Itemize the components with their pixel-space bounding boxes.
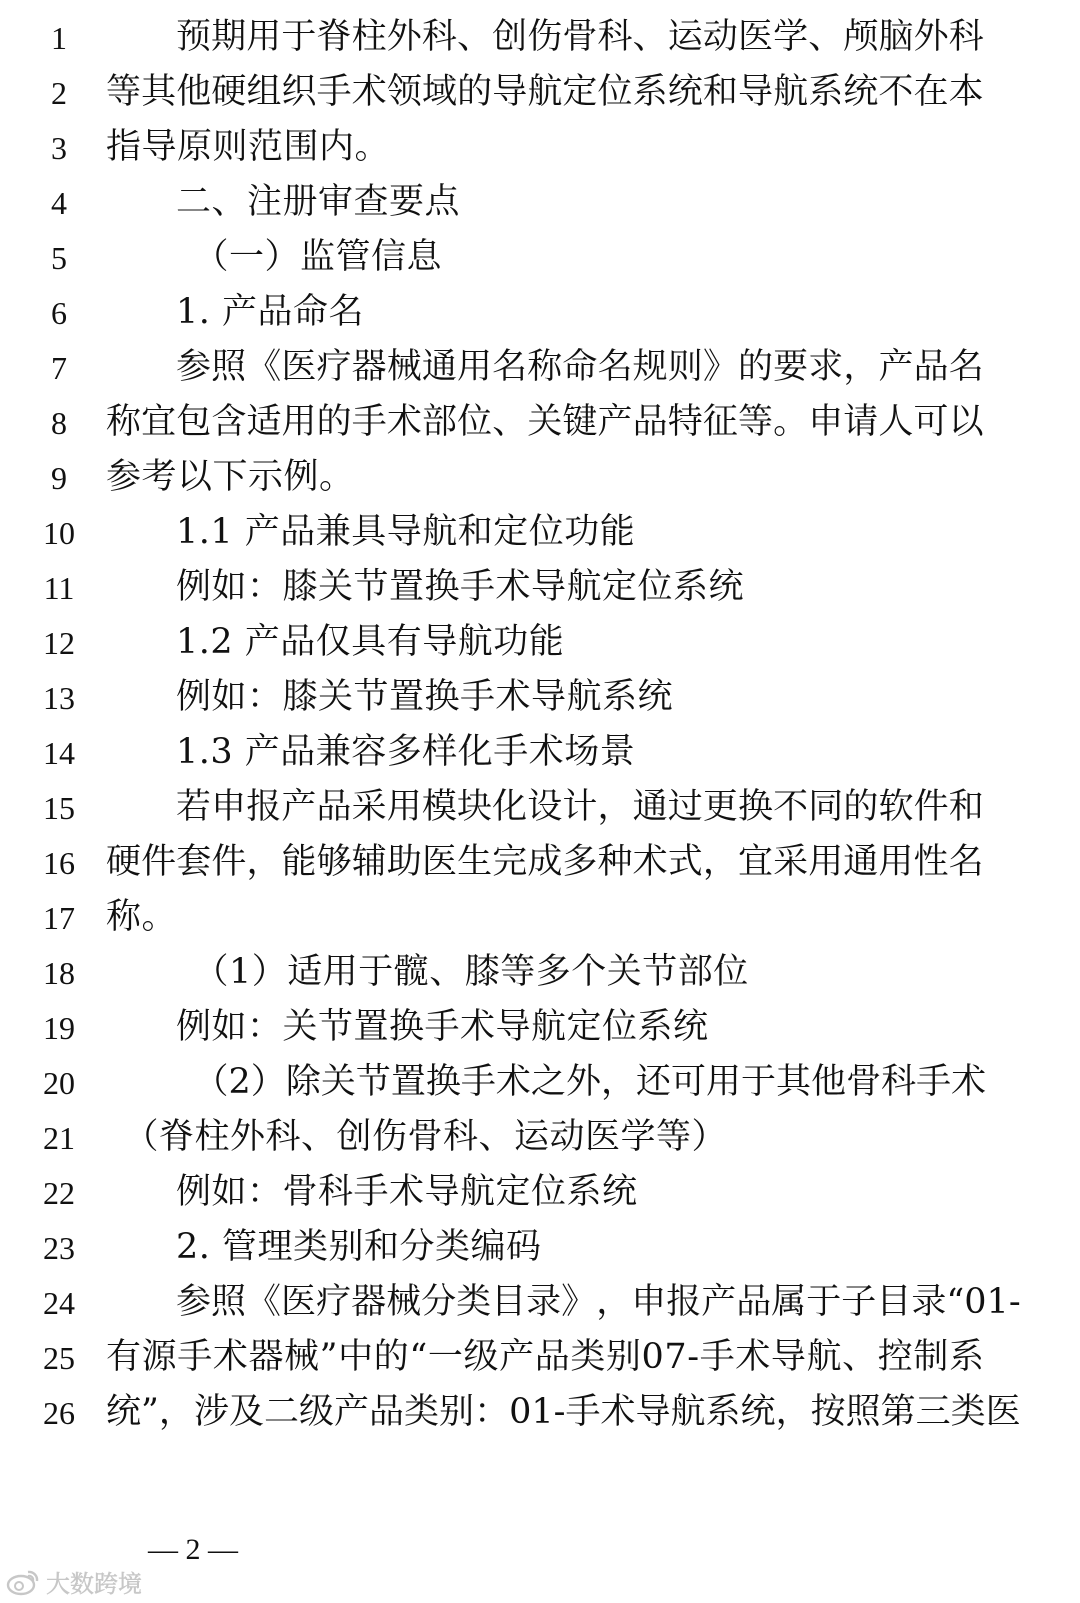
text-line [0, 890, 1080, 946]
line-text: 参 照 《 医 疗 器 械 通 用 名 称 命 名 规 则 》 的 要 求 ， 产 品 名 [176, 347, 984, 387]
line-text: 例如：关节置换手术导航定位系统 [176, 1007, 709, 1047]
line-number: 18 [43, 955, 75, 991]
line-text: （1）适用于髋、膝等多个关节部位 [193, 952, 749, 992]
line-number: 1 [51, 20, 67, 56]
line-text: 1.3 产品兼容多样化手术场景 [176, 732, 636, 772]
line-text: 参 照 《 医 疗 器 械 分 类 目 录 》 ， 申 报 产 品 属 于 子 目 录 “ 0 1 - [176, 1282, 1021, 1322]
line-number: 9 [51, 460, 67, 496]
text-line [0, 670, 1080, 726]
text-line [0, 340, 1080, 396]
line-text: 称。 [106, 897, 178, 937]
watermark-text: 大数跨境 [46, 1570, 142, 1598]
text-line [0, 1165, 1080, 1221]
text-line [0, 835, 1080, 891]
line-number: 8 [51, 405, 67, 441]
text-line [0, 10, 1080, 66]
text-line [0, 230, 1080, 286]
text-line [0, 120, 1080, 176]
text-line [0, 560, 1080, 616]
line-text: 预 期 用 于 脊 柱 外 科 、 创 伤 骨 科 、 运 动 医 学 、 颅 脑 外 科 [176, 17, 984, 57]
text-line [0, 1275, 1080, 1331]
text-line [0, 1000, 1080, 1056]
line-number: 2 [51, 75, 67, 111]
line-text: 若 申 报 产 品 采 用 模 块 化 设 计 ， 通 过 更 换 不 同 的 软 件 和 [176, 787, 984, 827]
line-number: 20 [43, 1065, 75, 1101]
line-text: 二、注册审查要点 [176, 182, 461, 222]
line-text: 参考以下示例。 [106, 457, 355, 497]
text-line [0, 450, 1080, 506]
text-line [0, 780, 1080, 836]
line-text: 有 源 手 术 器 械 ” 中 的 “ 一 级 产 品 类 别 0 7 - 手 术 导 航 、 控 制 系 [106, 1337, 984, 1377]
line-number: 24 [43, 1285, 75, 1321]
line-number: 26 [43, 1395, 75, 1431]
line-text: 指导原则范围内。 [106, 127, 391, 167]
line-text: 例如：膝关节置换手术导航系统 [176, 677, 674, 717]
line-text: 称 宜 包 含 适 用 的 手 术 部 位 、 关 键 产 品 特 征 等 。 申 请 人 可 以 [106, 402, 984, 442]
text-line [0, 1330, 1080, 1386]
line-number: 21 [43, 1120, 75, 1156]
line-number: 12 [43, 625, 75, 661]
text-line [0, 1110, 1080, 1166]
line-number: 23 [43, 1230, 75, 1266]
text-line [0, 285, 1080, 341]
line-text: （一）监管信息 [193, 237, 443, 277]
line-text: （脊柱外科、创伤骨科、运动医学等） [123, 1117, 728, 1157]
text-line [0, 505, 1080, 561]
text-line [0, 1055, 1080, 1111]
line-text: 1. 产品命名 [176, 292, 365, 332]
line-text: 硬 件 套 件 ， 能 够 辅 助 医 生 完 成 多 种 术 式 ， 宜 采 用 通 用 性 名 [106, 842, 984, 882]
line-number: 3 [51, 130, 67, 166]
line-text: 等 其 他 硬 组 织 手 术 领 域 的 导 航 定 位 系 统 和 导 航 系 统 不 在 本 [106, 72, 984, 112]
line-number: 4 [51, 185, 67, 221]
line-number: 15 [43, 790, 75, 826]
text-line [0, 945, 1080, 1001]
line-number: 16 [43, 845, 75, 881]
text-line [0, 395, 1080, 451]
line-text: 统 ” ， 涉 及 二 级 产 品 类 别 ： 0 1 - 手 术 导 航 系 统 ， 按 照 第 三 类 医 [106, 1392, 1021, 1432]
page-number: — 2 — [148, 1533, 238, 1566]
line-number: 19 [43, 1010, 75, 1046]
text-line [0, 725, 1080, 781]
text-line [0, 65, 1080, 121]
line-text: 例如：骨科手术导航定位系统 [176, 1172, 638, 1212]
line-number: 7 [51, 350, 67, 386]
line-number: 10 [43, 515, 75, 551]
weibo-logo-icon [6, 1568, 40, 1596]
line-text: 1.1 产品兼具导航和定位功能 [176, 512, 636, 552]
line-text: 1.2 产品仅具有导航功能 [176, 622, 565, 662]
line-text: 2. 管理类别和分类编码 [176, 1227, 542, 1267]
line-text: （ 2 ） 除 关 节 置 换 手 术 之 外 ， 还 可 用 于 其 他 骨 科 手 术 [193, 1062, 987, 1102]
watermark [6, 1564, 142, 1599]
text-line [0, 175, 1080, 231]
text-line [0, 1385, 1080, 1441]
line-number: 14 [43, 735, 75, 771]
line-number: 6 [51, 295, 67, 331]
line-number: 22 [43, 1175, 75, 1211]
line-number: 5 [51, 240, 67, 276]
line-text: 例如：膝关节置换手术导航定位系统 [176, 567, 745, 607]
text-line [0, 1220, 1080, 1276]
text-line [0, 615, 1080, 671]
line-number: 13 [43, 680, 75, 716]
line-number: 11 [43, 570, 75, 606]
line-number: 25 [43, 1340, 75, 1376]
line-number: 17 [43, 900, 75, 936]
